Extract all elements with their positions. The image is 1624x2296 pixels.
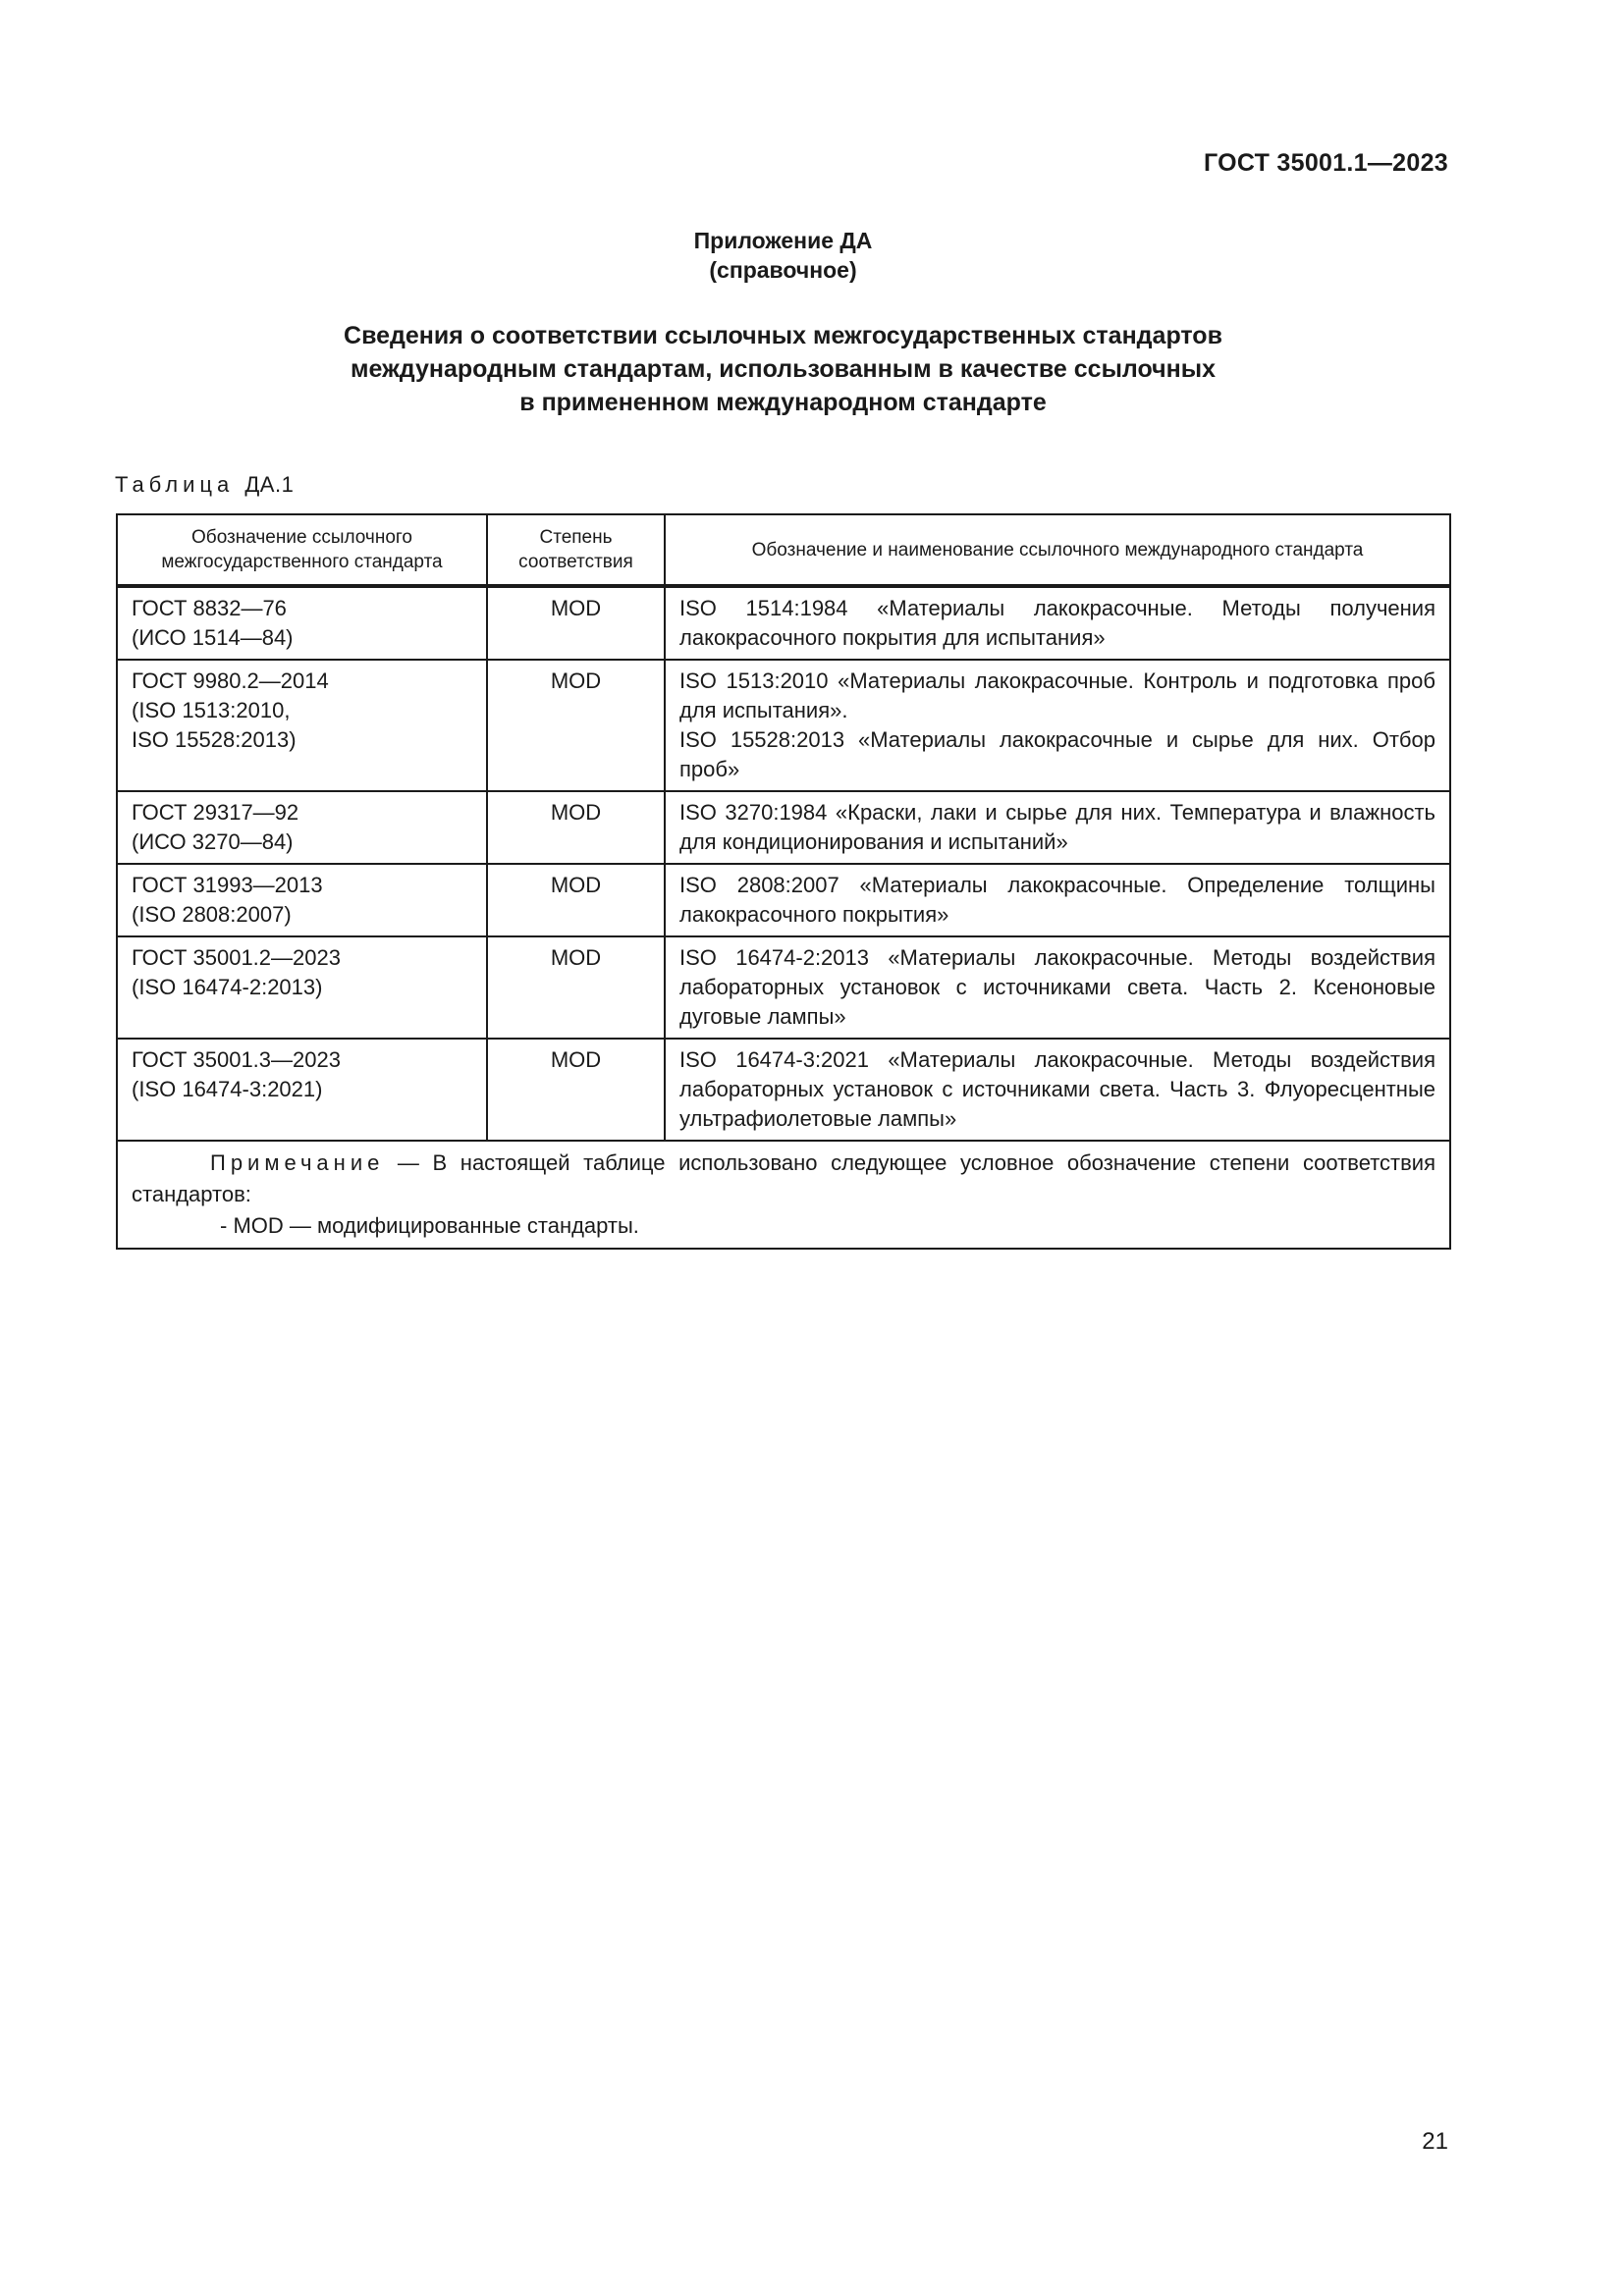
note-label: Примечание [210,1150,385,1175]
document-code-header: ГОСТ 35001.1—2023 [1203,149,1448,177]
gost-cell: ГОСТ 35001.2—2023 (ISO 16474-2:2013) [117,936,487,1039]
gost-cell: ГОСТ 35001.3—2023 (ISO 16474-3:2021) [117,1039,487,1141]
table-caption [115,472,294,498]
degree-cell: MOD [487,791,665,864]
degree-cell: MOD [487,1039,665,1141]
correspondence-table [116,513,1451,1250]
table-row [117,660,1450,791]
gost-cell: ГОСТ 29317—92 (ИСО 3270—84) [117,791,487,864]
appendix-title: Приложение ДА [693,228,873,253]
international-standard-cell: ISO 1513:2010 «Материалы лакокрасочные. Контроль и подготовка проб для испытания». ISO 15528:2013 «Материалы лакокрасочные и сырье для них. Отбор проб» [665,660,1450,791]
gost-cell: ГОСТ 9980.2—2014 (ISO 1513:2010, ISO 15528:2013) [117,660,487,791]
note-paragraph [132,1148,1435,1210]
table-note-row [117,1141,1450,1249]
gost-cell: ГОСТ 8832—76 (ИСО 1514—84) [117,586,487,660]
section-title-line: Сведения о соответствии ссылочных межгосударственных стандартов [344,322,1222,349]
page-number: 21 [1422,2128,1448,2155]
degree-cell: MOD [487,660,665,791]
note-list-item: - MOD — модифицированные стандарты. [220,1213,639,1238]
degree-cell: MOD [487,936,665,1039]
table-row [117,936,1450,1039]
international-standard-cell: ISO 16474-3:2021 «Материалы лакокрасочные. Методы воздействия лабораторных установок с источниками света. Часть 3. Флуоресцентные ультрафиолетовые лампы» [665,1039,1450,1141]
table-row [117,1039,1450,1141]
note-text: — В настоящей таблице использовано следующее условное обозначение степени соответствия стандартов: [132,1150,1435,1206]
gost-cell: ГОСТ 31993—2013 (ISO 2808:2007) [117,864,487,936]
table-row [117,791,1450,864]
international-standard-cell: ISO 16474-2:2013 «Материалы лакокрасочные. Методы воздействия лабораторных установок с источниками света. Часть 2. Ксеноновые дуговые лампы» [665,936,1450,1039]
header-international-standard: Обозначение и наименование ссылочного международного стандарта [665,514,1450,586]
international-standard-cell: ISO 2808:2007 «Материалы лакокрасочные. Определение толщины лакокрасочного покрытия» [665,864,1450,936]
header-gost-designation: Обозначение ссылочного межгосударственного стандарта [117,514,487,586]
header-degree: Степень соответствия [487,514,665,586]
section-title [0,319,1566,419]
degree-cell: MOD [487,864,665,936]
table-header-row [117,514,1450,586]
degree-cell: MOD [487,586,665,660]
appendix-subtitle: (справочное) [709,257,857,283]
section-title-line: международным стандартам, использованным в качестве ссылочных [351,355,1216,383]
table-caption-number: ДА.1 [244,472,295,497]
international-standard-cell: ISO 3270:1984 «Краски, лаки и сырье для них. Температура и влажность для кондиционирования и испытаний» [665,791,1450,864]
appendix-heading [0,226,1566,285]
table-caption-word: Таблица [115,472,235,497]
table-row [117,864,1450,936]
international-standard-cell: ISO 1514:1984 «Материалы лакокрасочные. Методы получения лакокрасочного покрытия для испытания» [665,586,1450,660]
section-title-line: в примененном международном стандарте [519,389,1047,416]
table-row [117,586,1450,660]
table-note [117,1141,1450,1249]
